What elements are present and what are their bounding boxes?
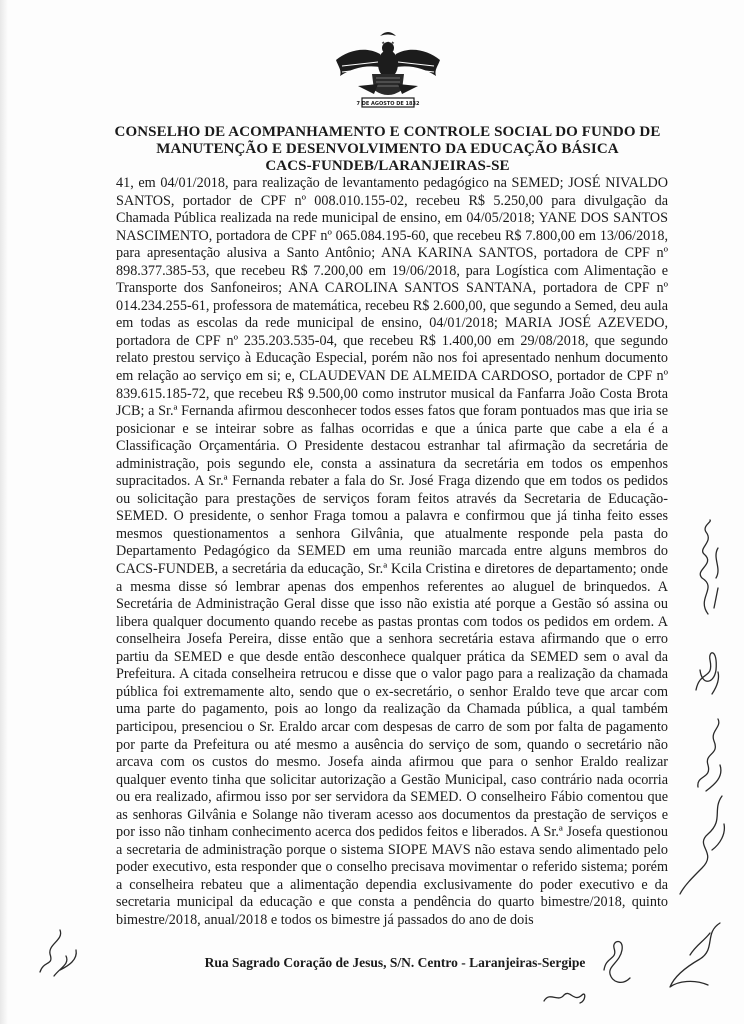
minutes-body-text: 41, em 04/01/2018, para realização de levantamento pedagógico na SEMED; JOSÉ NIVALDO SANTOS, portador de CPF nº 008.010.155-02, recebeu R$ 5.250,00 para divulgação da Chamada Pública realizada na rede municipal de ensino, em 04/05/2018; YANE DOS SANTOS NASCIMENTO, portadora de CPF nº 065.084.195-60, que recebeu R$ 7.800,00 em 13/06/2018, para apresentação alusiva a Santo Antônio; ANA KARINA SANTOS, portadora de CPF nº 898.377.385-53, que recebeu R$ 7.200,00 em 19/06/2018, para Logística com Alimentação e Transporte dos Sanfoneiros; ANA CAROLINA SANTOS SANTANA, portadora de CPF nº 014.234.255-61, professora de matemática, recebeu R$ 2.600,00, que segundo a Semed, deu aula em todas as escolas da rede municipal de ensino, 04/01/2018; MARIA JOSÉ AZEVEDO, portadora de CPF nº 235.203.535-04, que recebeu R$ 1.400,00 em 29/08/2018, que segundo relato prestou serviço à Educação Especial, porém não nos foi apresentado nenhum documento em relação ao serviço em si; e, CLAUDEVAN DE ALMEIDA CARDOSO, portador de CPF nº 839.615.185-72, que recebeu R$ 9.500,00 como instrutor musical da Fanfarra João Costa Brota JCB; a Sr.ª Fernanda afirmou desconhecer todos esses fatos que foram pontuados mas que iria se posicionar e se inteirar sobre as falhas ocorridas e que a única parte que cabe a ela é a Classificação Orçamentária. O Presidente destacou estranhar tal afirmação da secretária de administração, pois segundo ele, consta a assinatura da secretária em todos os empenhos supracitados. A Sr.ª Fernanda rebater a fala do Sr. José Fraga dizendo que em todos os pedidos ou solicitação para prestações de serviços foram feitos através da Secretaria de Educação-SEMED. O presidente, o senhor Fraga tomou a palavra e confirmou que já tinha feito esses mesmos questionamentos a senhora Gilvânia, que atualmente responde pela pasta do Departamento Pedagógico da SEMED em uma reunião marcada entre alguns membros do CACS-FUNDEB, a secretária da educação, Sr.ª Kcila Cristina e diretores de departamento; onde a mesma disse só lembrar apenas dos empenhos referentes ao aluguel de brinquedos. A Secretária de Administração Geral disse que isso não existia até porque a Gestão só assina ou libera qualquer documento quando recebe as pastas prontas com todos os pedidos em ordem. A conselheira Josefa Pereira, disse então que a senhora secretária estava afirmando que o erro partiu da SEMED e que desde então desconhece qualquer prática da SEMED sem o aval da Prefeitura. A citada conselheira retrucou e disse que o valor pago para a realização da chamada pública foi extremamente alto, sendo que o ex-secretário, o senhor Eraldo teve que arcar com uma parte do pagamento, pois ao longo da realização da Chamada pública, a qual também participou, presenciou o Sr. Eraldo arcar com despesas de carro de som por falta de pagamento por parte da Prefeitura ou até mesmo a ausência do serviço de som, quando o secretário não arcava com os custos do mesmo. Josefa ainda afirmou que para o senhor Eraldo realizar qualquer evento tinha que solicitar autorização a Gestão Municipal, caso contrário nada ocorria ou era realizado, afirmou isso por ser servidora da SEMED. O conselheiro Fábio comentou que as senhoras Gilvânia e Solange não tiveram acesso aos documentos da prestação de serviços e por isso não tinham conhecimento acerca dos pedidos feitos e liberados. A Sr.ª Josefa questionou a secretaria de administração porque o sistema SIOPE MAVS não estava sendo alimentado pelo poder executivo, esta responder que o conselho precisava movimentar o referido sistema; porém a conselheira rebateu que a alimentação dependia exclusivamente do poder executivo e da secretaria municipal da educação e que consta a pendência do quarto bimestre/2018, quinto bimestre/2018, anual/2018 e todos os bimestre já passados do ano de dois bbox=[116, 175, 668, 928]
handwritten-initials-icon bbox=[540, 985, 590, 1009]
handwritten-initials-icon bbox=[596, 930, 640, 990]
header-line-3: CACS-FUNDEB/LARANJEIRAS-SE bbox=[265, 158, 510, 174]
handwritten-signature-icon bbox=[672, 790, 732, 900]
header-line-2: MANUTENÇÃO E DESENVOLVIMENTO DA EDUCAÇÃO BÁSICA bbox=[156, 141, 619, 157]
footer-address: Rua Sagrado Coração de Jesus, S/N. Centro - Laranjeiras-Sergipe bbox=[204, 955, 586, 970]
handwritten-signature-icon bbox=[690, 715, 730, 795]
page-edge-shadow bbox=[0, 0, 8, 1024]
handwritten-initials-icon bbox=[690, 640, 724, 700]
document-header bbox=[100, 124, 675, 175]
handwritten-initials-icon bbox=[30, 920, 90, 980]
handwritten-signature-icon bbox=[688, 518, 728, 618]
handwritten-signature-icon bbox=[660, 915, 730, 995]
svg-text:★ ★ ★: ★ ★ ★ bbox=[381, 40, 395, 45]
eagle-emblem-icon bbox=[328, 24, 448, 116]
emblem-ribbon-text: 7 DE AGOSTO DE 1832 bbox=[356, 101, 420, 107]
header-line-1: CONSELHO DE ACOMPANHAMENTO E CONTROLE SOCIAL DO FUNDO DE bbox=[114, 124, 661, 140]
